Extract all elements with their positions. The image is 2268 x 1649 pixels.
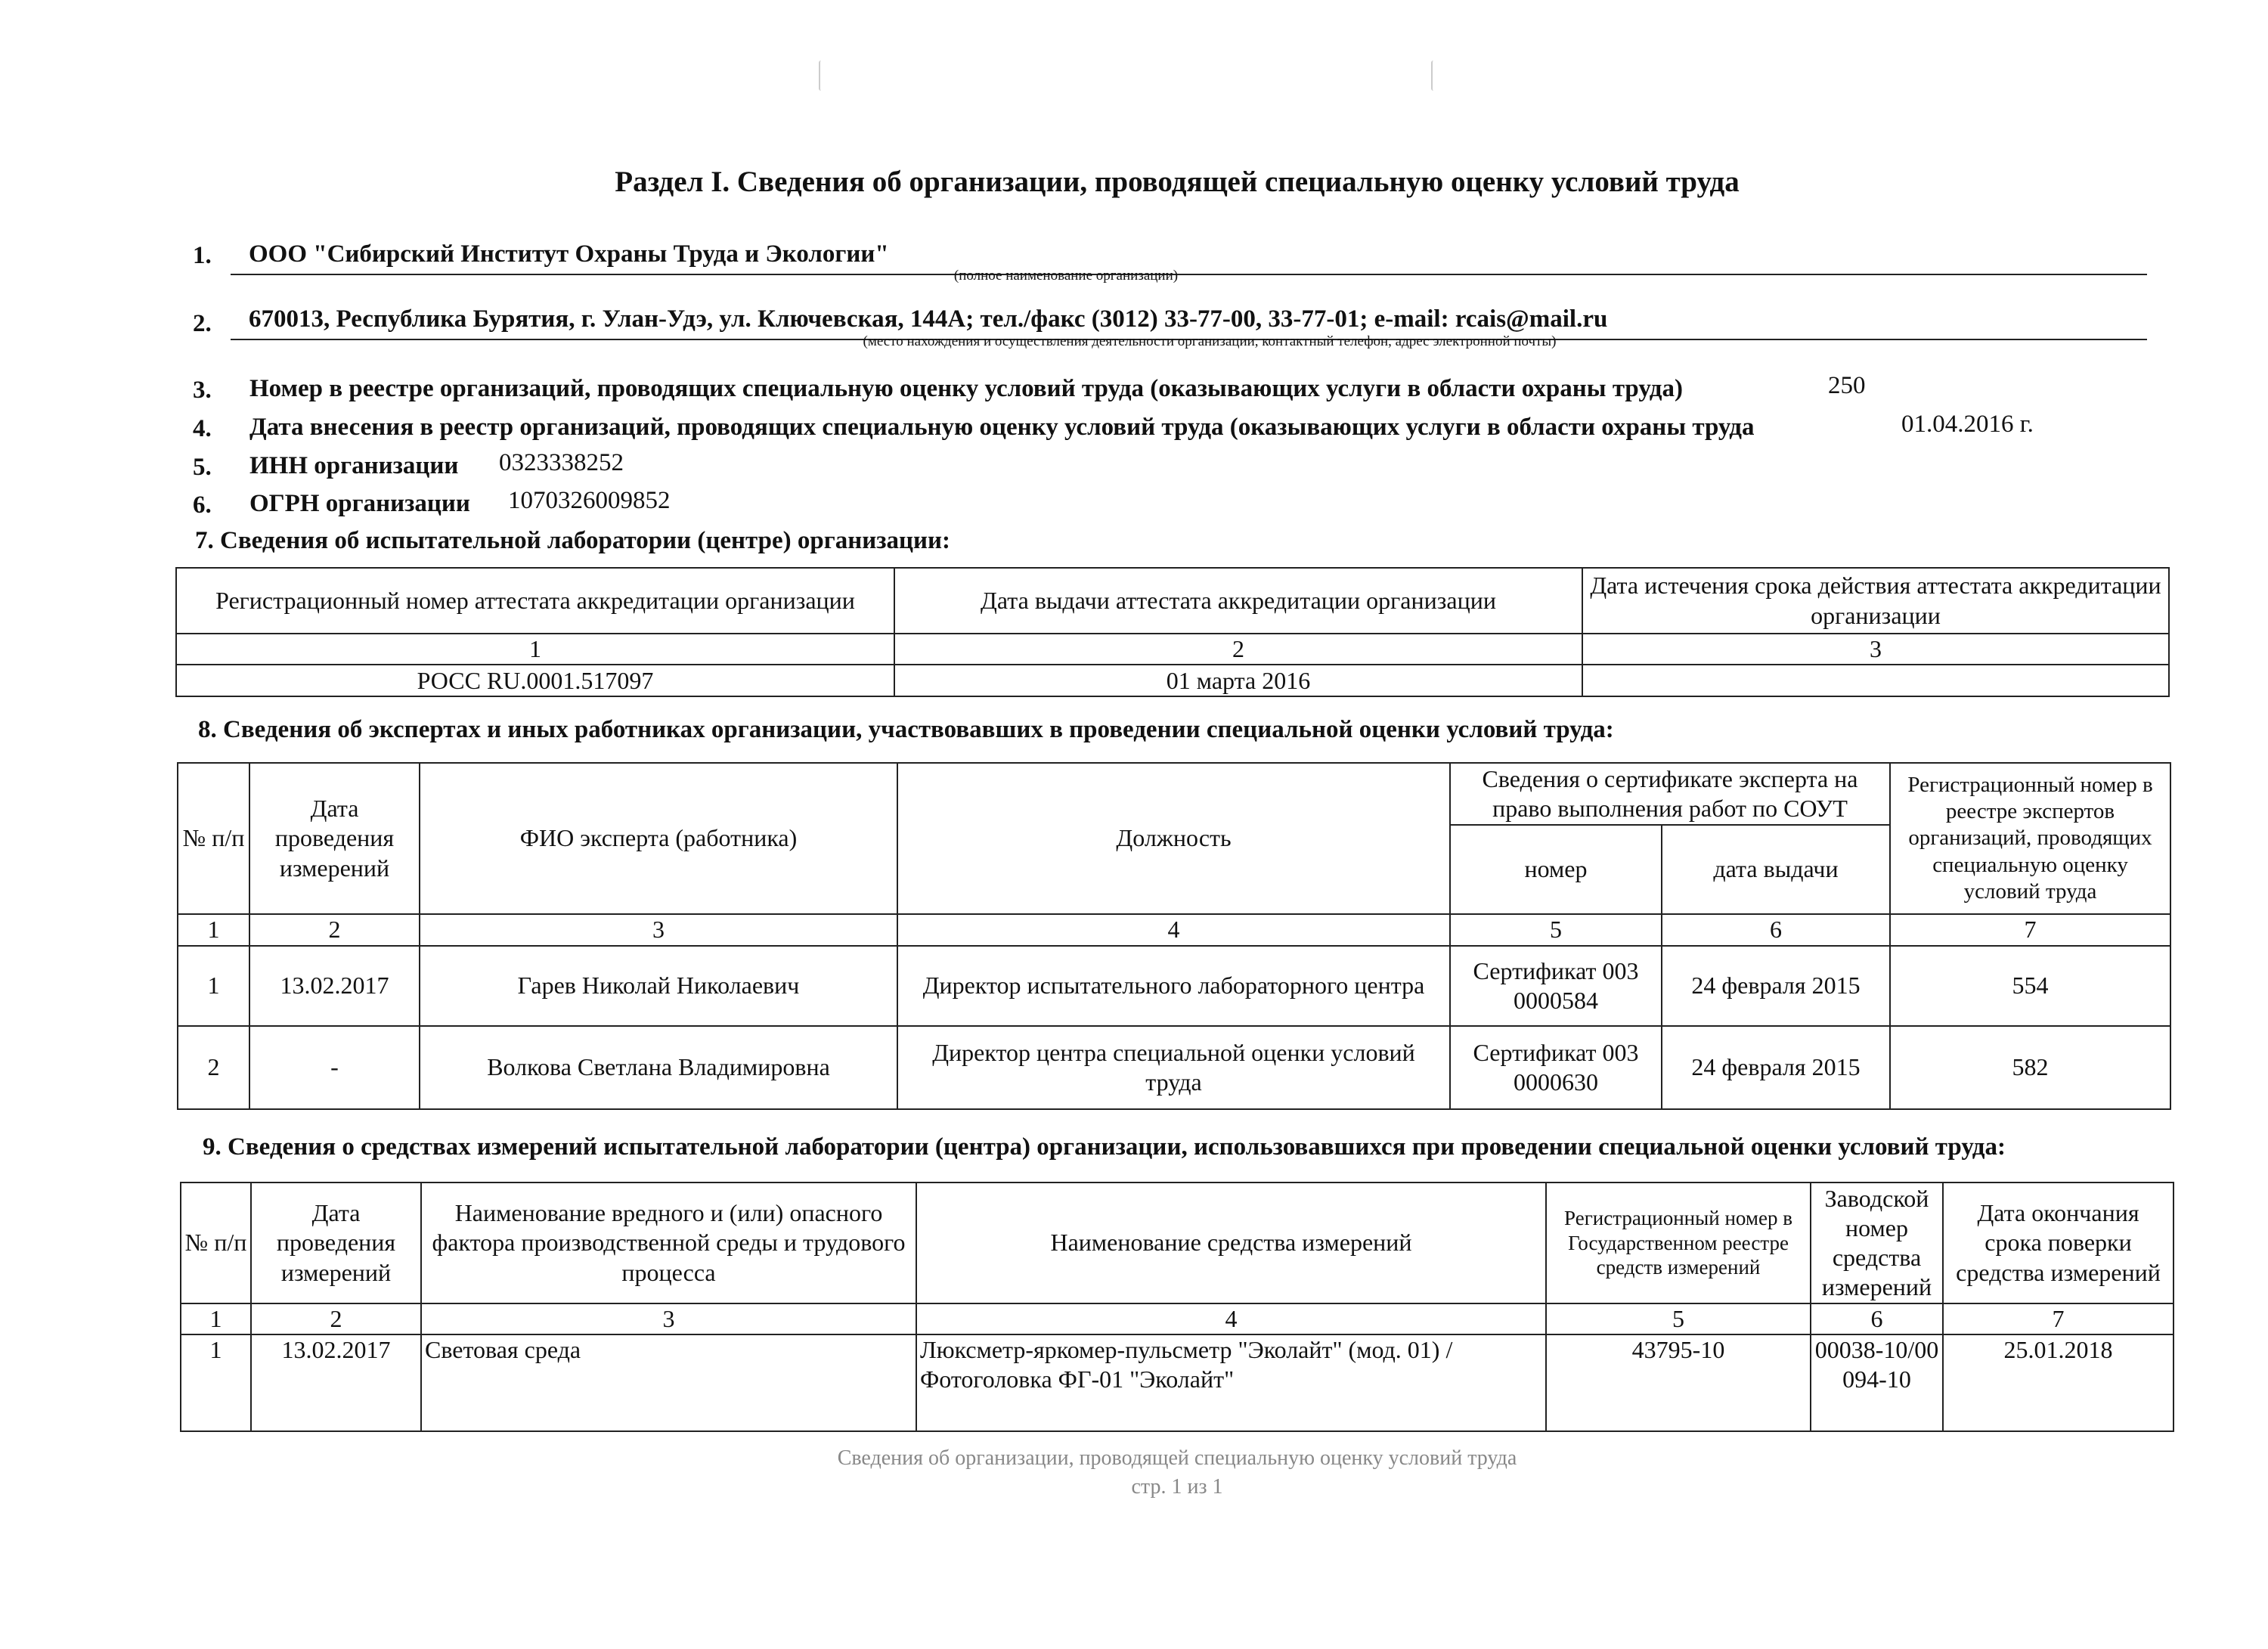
experts-table	[177, 762, 2171, 1110]
column-number: 5	[1546, 1303, 1811, 1334]
column-number: 1	[178, 914, 249, 946]
ogrn-value: 1070326009852	[508, 487, 671, 514]
expiry-date	[1582, 665, 2169, 696]
org-name-caption: (полное наименование организации)	[953, 268, 1179, 284]
column-number: 4	[897, 914, 1450, 946]
serial-number: 00038-10/00094-10	[1811, 1334, 1943, 1431]
registry-number-value: 250	[1828, 372, 1866, 399]
inn-value: 0323338252	[499, 449, 624, 476]
expert-position: Директор испытательного лабораторного центра	[897, 946, 1450, 1026]
header-cell: Регистрационный номер аттестата аккредитации организации	[176, 568, 894, 634]
header-cell: дата выдачи	[1662, 825, 1890, 914]
instrument-name: Люксметр-яркомер-пульсметр "Эколайт" (мод. 01) / Фотоголовка ФГ-01 "Эколайт"	[916, 1334, 1546, 1431]
column-number-row	[176, 634, 2169, 665]
column-number: 2	[251, 1303, 421, 1334]
accreditation-number: РОСС RU.0001.517097	[176, 665, 894, 696]
header-cell: Дата выдачи аттестата аккредитации организации	[894, 568, 1582, 634]
column-number: 1	[176, 634, 894, 665]
factor-name: Световая среда	[421, 1334, 916, 1431]
header-cell: Должность	[897, 763, 1450, 914]
header-cell: Дата окончания срока поверки средства измерений	[1943, 1183, 2174, 1303]
header-cell: ФИО эксперта (работника)	[420, 763, 897, 914]
header-cell: Заводской номер средства измерений	[1811, 1183, 1943, 1303]
header-cell: Дата проведения измерений	[249, 763, 420, 914]
header-cell: Регистрационный номер в реестре экспертов организаций, проводящих специальную оценку условий труда	[1890, 763, 2170, 914]
row-number: 2	[178, 1026, 249, 1109]
header-cell: Регистрационный номер в Государственном реестре средств измерений	[1546, 1183, 1811, 1303]
row-number: 1	[181, 1334, 251, 1431]
header-cell: Дата истечения срока действия аттестата аккредитации организации	[1582, 568, 2169, 634]
instrument-registry-number: 43795-10	[1546, 1334, 1811, 1431]
table-row	[181, 1334, 2174, 1431]
verification-expiry-date: 25.01.2018	[1943, 1334, 2174, 1431]
header-cell: № п/п	[178, 763, 249, 914]
column-number: 2	[894, 634, 1582, 665]
table-row	[178, 1026, 2170, 1109]
column-number-row	[181, 1303, 2174, 1334]
certificate-number: Сертификат 003 0000584	[1450, 946, 1662, 1026]
ogrn-label: ОГРН организации	[249, 490, 470, 517]
page-number: стр. 1 из 1	[1131, 1474, 1223, 1499]
section-8-heading: 8. Сведения об экспертах и иных работниках организации, участвовавших в проведении специальной оценки условий труда:	[198, 716, 1614, 743]
column-number-row	[178, 914, 2170, 946]
inn-label: ИНН организации	[249, 452, 459, 479]
table-row	[176, 665, 2169, 696]
certificate-date: 24 февраля 2015	[1662, 946, 1890, 1026]
header-cell: № п/п	[181, 1183, 251, 1303]
measurement-date: -	[249, 1026, 420, 1109]
scan-mark	[1431, 60, 1436, 91]
header-cell: номер	[1450, 825, 1662, 914]
instruments-table	[180, 1182, 2174, 1432]
laboratory-table	[175, 567, 2170, 697]
column-number: 3	[1582, 634, 2169, 665]
footer-title: Сведения об организации, проводящей специальную оценку условий труда	[837, 1446, 1517, 1470]
item-number: 6.	[193, 491, 212, 519]
certificate-date: 24 февраля 2015	[1662, 1026, 1890, 1109]
org-address: 670013, Республика Бурятия, г. Улан-Удэ, ул. Ключевская, 144А; тел./факс (3012) 33-77-00, 33-77-01; e-mail: rcais@mail.ru	[249, 305, 1608, 333]
certificate-number: Сертификат 003 0000630	[1450, 1026, 1662, 1109]
column-number: 3	[420, 914, 897, 946]
header-cell: Дата проведения измерений	[251, 1183, 421, 1303]
column-number: 7	[1890, 914, 2170, 946]
address-caption: (место нахождения и осуществления деятельности организации, контактный телефон, адрес электронной почты)	[863, 333, 1557, 349]
column-number: 2	[249, 914, 420, 946]
row-number: 1	[178, 946, 249, 1026]
registry-date-value: 01.04.2016 г.	[1901, 411, 2034, 438]
column-number: 5	[1450, 914, 1662, 946]
header-cell: Наименование средства измерений	[916, 1183, 1546, 1303]
page-footer	[0, 1444, 2268, 1502]
column-number: 3	[421, 1303, 916, 1334]
item-number: 4.	[193, 415, 212, 442]
expert-name: Гарев Николай Николаевич	[420, 946, 897, 1026]
item-number: 3.	[193, 377, 212, 404]
registry-date-label: Дата внесения в реестр организаций, проводящих специальную оценку условий труда (оказывающих услуги в области охраны труда	[249, 414, 1755, 441]
table-header-row	[181, 1183, 2174, 1303]
page-title: Раздел I. Сведения об организации, проводящей специальную оценку условий труда	[615, 166, 1740, 198]
measurement-date: 13.02.2017	[249, 946, 420, 1026]
table-header-row	[176, 568, 2169, 634]
org-name: ООО "Сибирский Институт Охраны Труда и Экологии"	[249, 240, 889, 268]
registry-number: 554	[1890, 946, 2170, 1026]
registry-number-label: Номер в реестре организаций, проводящих специальную оценку условий труда (оказывающих услуги в области охраны труда)	[249, 375, 1683, 402]
measurement-date: 13.02.2017	[251, 1334, 421, 1431]
item-number: 1.	[193, 242, 212, 269]
expert-name: Волкова Светлана Владимировна	[420, 1026, 897, 1109]
expert-position: Директор центра специальной оценки условий труда	[897, 1026, 1450, 1109]
column-number: 1	[181, 1303, 251, 1334]
issue-date: 01 марта 2016	[894, 665, 1582, 696]
section-9-heading: 9. Сведения о средствах измерений испытательной лаборатории (центра) организации, использовавшихся при проведении специальной оценки условий труда:	[203, 1133, 2006, 1161]
scan-mark	[819, 60, 823, 91]
item-number: 2.	[193, 310, 212, 337]
item-number: 5.	[193, 454, 212, 481]
column-number: 4	[916, 1303, 1546, 1334]
column-number: 6	[1811, 1303, 1943, 1334]
table-row	[178, 946, 2170, 1026]
column-number: 7	[1943, 1303, 2174, 1334]
header-cell: Сведения о сертификате эксперта на право выполнения работ по СОУТ	[1450, 763, 1890, 825]
column-number: 6	[1662, 914, 1890, 946]
table-header-row	[178, 763, 2170, 825]
registry-number: 582	[1890, 1026, 2170, 1109]
section-7-heading: 7. Сведения об испытательной лаборатории (центре) организации:	[195, 527, 951, 554]
header-cell: Наименование вредного и (или) опасного фактора производственной среды и трудового процесса	[421, 1183, 916, 1303]
